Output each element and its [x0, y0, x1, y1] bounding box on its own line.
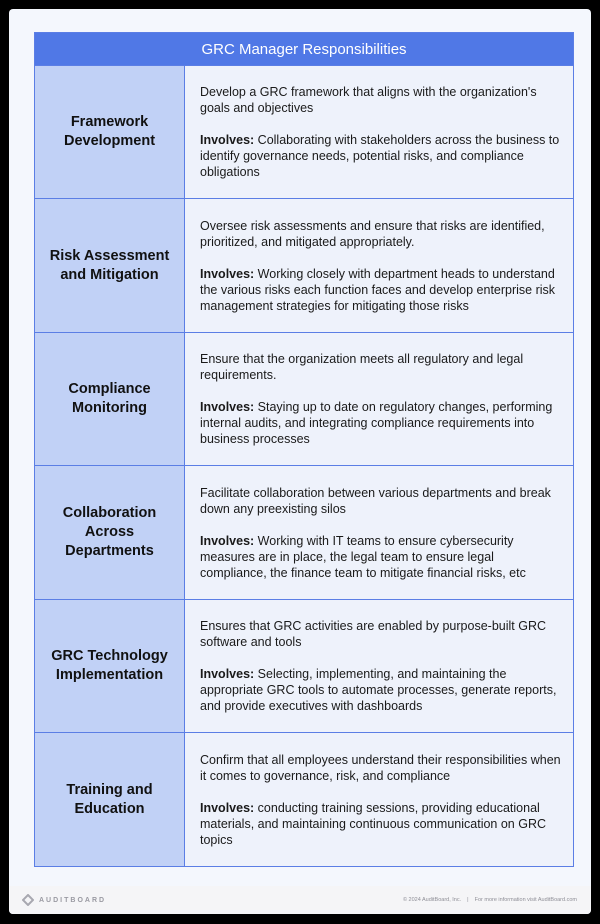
table-row	[35, 333, 573, 466]
row-label: Collaboration Across Departments	[35, 466, 185, 599]
row-label: GRC Technology Implementation	[35, 600, 185, 732]
row-description: Ensure that the organization meets all regulatory and legal requirements.	[200, 352, 524, 382]
row-content	[185, 199, 573, 332]
involves-label: Involves:	[200, 133, 255, 147]
involves-label: Involves:	[200, 800, 255, 815]
table-row	[35, 733, 573, 866]
auditboard-logo-icon	[22, 894, 34, 906]
table-row	[35, 600, 573, 733]
involves-label: Involves:	[200, 533, 255, 548]
row-label: Framework Development	[35, 66, 185, 198]
involves-text: Staying up to date on regulatory changes, performing internal audits, and integrating compliance requirements into business processes	[200, 400, 553, 446]
row-involves	[200, 132, 561, 180]
more-info-link[interactable]: For more information visit AuditBoard.com	[474, 897, 577, 903]
row-description: Confirm that all employees understand their responsibilities when it comes to governance, risk, and compliance	[200, 752, 561, 783]
row-involves	[200, 533, 561, 581]
row-involves	[200, 266, 561, 314]
footer	[9, 886, 591, 914]
row-content	[185, 66, 573, 198]
row-involves	[200, 800, 561, 848]
responsibilities-table	[34, 32, 574, 867]
table-title: GRC Manager Responsibilities	[35, 33, 573, 66]
auditboard-logo	[22, 894, 106, 906]
row-involves	[200, 666, 561, 714]
involves-text: Selecting, implementing, and maintaining the appropriate GRC tools to automate processes, generate reports, and provide executives with dashboards	[200, 667, 557, 713]
involves-text: Working closely with department heads to understand the various risks each function faces and develop enterprise risk management strategies for mitigating those risks	[200, 266, 556, 313]
involves-label: Involves:	[200, 400, 255, 414]
copyright-text: © 2024 AuditBoard, Inc.	[402, 897, 462, 903]
table-row	[35, 66, 573, 199]
footer-separator: |	[467, 897, 469, 903]
logo-text: AUDITBOARD	[39, 896, 107, 904]
row-label: Risk Assessment and Mitigation	[35, 199, 185, 332]
row-content	[185, 466, 573, 599]
footer-info	[403, 897, 577, 903]
row-content	[185, 600, 573, 732]
involves-text: Collaborating with stakeholders across the business to identify governance needs, potential risks, and compliance obligations	[200, 133, 560, 179]
row-description: Facilitate collaboration between various departments and break down any preexisting silos	[200, 485, 551, 516]
row-content	[185, 733, 573, 866]
infographic-card	[9, 9, 591, 914]
involves-label: Involves:	[200, 266, 255, 281]
row-label: Compliance Monitoring	[35, 333, 185, 465]
row-description: Ensures that GRC activities are enabled by purpose-built GRC software and tools	[200, 619, 546, 649]
involves-text: conducting training sessions, providing educational materials, and maintaining continuous communication on GRC topics	[200, 800, 547, 847]
row-description: Oversee risk assessments and ensure that risks are identified, prioritized, and mitigated appropriately.	[200, 218, 545, 249]
row-involves	[200, 399, 561, 447]
table-row	[35, 466, 573, 600]
table-row	[35, 199, 573, 333]
row-label: Training and Education	[35, 733, 185, 866]
involves-text: Working with IT teams to ensure cybersecurity measures are in place, the legal team to ensure legal compliance, the finance team to mitigate financial risks, etc	[200, 533, 526, 580]
involves-label: Involves:	[200, 667, 255, 681]
row-content	[185, 333, 573, 465]
row-description: Develop a GRC framework that aligns with the organization's goals and objectives	[200, 85, 537, 115]
